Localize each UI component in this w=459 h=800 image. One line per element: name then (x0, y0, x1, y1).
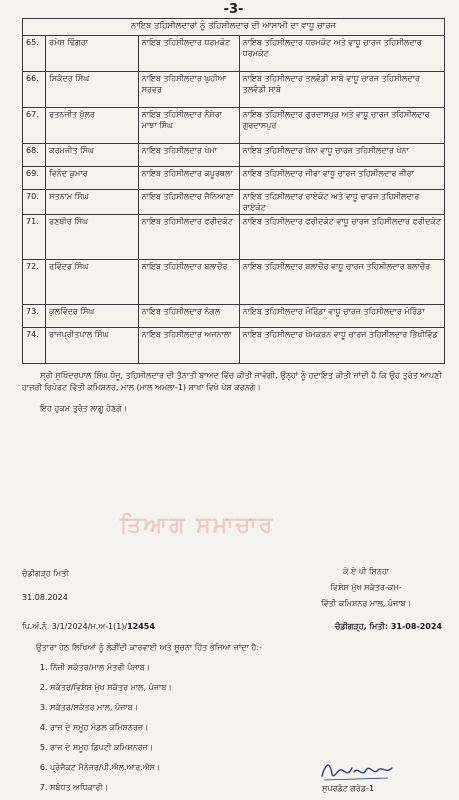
current-post: ਨਾਇਬ ਤਹਿਸੀਲਦਾਰ ਫਰੀਦਕੋਟ (138, 215, 239, 260)
table-body (23, 36, 445, 364)
officer-name: ਰਮੇਸ਼ ਢਿੰਗਰਾ (46, 36, 139, 72)
officer-name: ਰਤਨਜੀਤ ਖੁੱਲਰ (46, 108, 139, 144)
table-row (23, 328, 445, 364)
officer-name: ਸਤਨਾਮ ਸਿੰਘ (46, 190, 139, 215)
assigned-charge: ਨਾਇਬ ਤਹਿਸੀਲਦਾਰ ਧਰਮਕੋਟ ਅਤੇ ਵਾਧੂ ਚਾਰਜ ਤਹਿਸੀਲਦਾਰ ਧਰਮਕੋਟ (239, 36, 444, 72)
distribution-item: 4. ਰਾਜ ਦੇ ਸਮੂਹ ਮੰਡਲ ਕਮਿਸ਼ਨਰਜ਼। (50, 718, 172, 738)
current-post: ਨਾਇਬ ਤਹਿਸੀਲਦਾਰ ਘੁਹੀਆ ਸਰਵਰ (138, 72, 239, 108)
instruction-paragraph: ਸ੍ਰੀ ਸੁਖਿੰਦਰਪਾਲ ਸਿੰਘ ਧੰਜੂ, ਤਹਿਸੀਲਦਾਰ ਦੀ ਤੈਨਾਤੀ ਬਾਅਦ ਵਿੱਚ ਕੀਤੀ ਜਾਵੇਗੀ, ਉਨ੍ਹਾਂ ਨੂੰ ਹਦਾਇਤ ਕੀਤੀ ਜਾਂਦੀ ਹੈ ਕਿ ਉਹ ਤੁਰੰਤ ਆਪਣੀ ਹਾਜ਼ਰੀ ਰਿਪੋਰਟ ਵਿੱਤੀ ਕਮਿਸ਼ਨਰ, ਮਾਲ (ਮਾਲ ਅਮਲਾ-1) ਸ਼ਾਖਾ ਵਿਖੇ ਪੇਸ਼ ਕਰਨਗੇ। (22, 371, 442, 392)
copy-note: ਉਤਾਰਾ ਹੇਠ ਲਿਖਿਆਂ ਨੂੰ ਲੋੜੀਂਦੀ ਕਾਰਵਾਈ ਅਤੇ ਸੂਚਨਾ ਹਿੱਤ ਭੇਜਿਆ ਜਾਂਦਾ ਹੈ:- (36, 643, 262, 652)
row-number: 72. (23, 260, 46, 305)
table-title-row (23, 19, 445, 36)
row-number: 69. (23, 167, 46, 190)
assigned-charge: ਨਾਇਬ ਤਹਿਸੀਲਦਾਰ ਖੇਨਾ ਵਾਧੂ ਚਾਰਜ ਤਹਿਸੀਲਦਾਰ ਖੇਨਾ (239, 144, 444, 167)
row-number: 73. (23, 305, 46, 328)
table-row (23, 190, 445, 215)
handwritten-signature-icon (318, 758, 398, 784)
row-number: 67. (23, 108, 46, 144)
place-date-label: ਚੰਡੀਗੜ੍ਹ ਮਿਤੀ (22, 569, 69, 578)
table-row (23, 215, 445, 260)
reference-place-date: ਚੰਡੀਗੜ੍ਹ, ਮਿਤੀ: 31-08-2024 (334, 622, 442, 631)
distribution-item: 6. ਪ੍ਰੋਜੈਕਟ ਮੈਨੇਜਰ/ਪੀ.ਐਲ.ਆਰ.ਐਸ। (50, 758, 172, 778)
signatory-name: ਕੇ ਏ ਪੀ ਸਿਨਹਾ (342, 567, 390, 576)
assigned-charge: ਨਾਇਬ ਤਹਿਸੀਲਦਾਰ ਜੀਰਾ ਵਾਧੂ ਚਾਰਜ ਤਹਿਸੀਲਦਾਰ ਜੀਰਾ (239, 167, 444, 190)
row-number: 65. (23, 36, 46, 72)
current-post: ਨਾਇਬ ਤਹਿਸੀਲਦਾਰ ਬਲਾਚੌਰ (138, 260, 239, 305)
signatory-dept: ਵਿੱਤੀ ਕਮਿਸ਼ਨਰ ਮਾਲ, ਪੰਜਾਬ। (321, 599, 411, 608)
current-post: ਨਾਇਬ ਤਹਿਸੀਲਦਾਰ ਅਜਨਾਲਾ (138, 328, 239, 364)
distribution-item: 5. ਰਾਜ ਦੇ ਸਮੂਹ ਡਿਪਟੀ ਕਮਿਸ਼ਨਰਜ਼। (50, 738, 172, 758)
distribution-list (38, 658, 172, 798)
officer-name: ਰਵਿੰਦਰ ਸਿੰਘ (46, 260, 139, 305)
assigned-charge: ਨਾਇਬ ਤਹਿਸੀਲਦਾਰ ਰਾਏਕੋਟ ਅਤੇ ਵਾਧੂ ਚਾਰਜ ਤਹਿਸੀਲਦਾਰ ਰਾਏਕੋਟ (239, 190, 444, 215)
officer-name: ਕੁਲਵਿੰਦਰ ਸਿੰਘ (46, 305, 139, 328)
distribution-item: 3. ਸਕੱਤਰ/ਸਕੱਤਰ ਮਾਲ, ਪੰਜਾਬ। (50, 698, 172, 718)
table-row (23, 305, 445, 328)
officer-name: ਵਿਨੋਦ ਕੁਮਾਰ (46, 167, 139, 190)
order-effect-line: ਇਹ ਹੁਕਮ ਤੁਰੰਤ ਲਾਗੂ ਹੋਣਗੇ। (40, 404, 128, 413)
row-number: 70. (23, 190, 46, 215)
distribution-item: 2. ਸਕੱਤਰ/ਵਿਸ਼ੇਸ਼ ਮੁੱਖ ਸਕੱਤਰ ਮਾਲ, ਪੰਜਾਬ। (50, 678, 172, 698)
table-row (23, 144, 445, 167)
row-number: 66. (23, 72, 46, 108)
officer-name: ਸਿਕੰਦਰ ਸਿੰਘ (46, 72, 139, 108)
officer-name: ਰਣਬੀਰ ਸਿੰਘ (46, 215, 139, 260)
reference-number: 12454 (127, 622, 155, 631)
assigned-charge: ਨਾਇਬ ਤਹਿਸੀਲਦਾਰ ਖੇਮਕਰਨ ਵਾਧੂ ਚਾਰਜ ਤਹਿਸੀਲਦਾਰ ਭਿੱਖੀਵਿੰਡ (239, 328, 444, 364)
current-post: ਨਾਇਬ ਤਹਿਸੀਲਦਾਰ ਖੇਮਾ (138, 144, 239, 167)
signatory-title: ਵਿਸ਼ੇਸ਼ ਮੁੱਖ ਸਕੱਤਰ-ਕਮ- (330, 583, 402, 592)
table-row (23, 260, 445, 305)
table-title: ਨਾਇਬ ਤਹਿਸੀਲਦਾਰਾਂ ਨੂੰ ਤਹਿਸੀਲਦਾਰ ਦੀ ਆਸਾਮੀ ਦਾ ਵਾਧੂ ਚਾਰਜ (23, 19, 445, 36)
assigned-charge: ਨਾਇਬ ਤਹਿਸੀਲਦਾਰ ਬਲਾਚੌਰ ਵਾਧੂ ਚਾਰਜ ਤਹਿਸੀਲਦਾਰ ਬਲਾਚੌਰ (239, 260, 444, 305)
designation: ਸੁਪਰਡੰਟ ਗਰੇਡ-1 (322, 784, 375, 793)
table-row (23, 36, 445, 72)
row-number: 71. (23, 215, 46, 260)
reference-label: ਪਿ.ਅੰ.ਨੰ. 3/1/2024/ਮ.ਅ-1(1)/ (22, 622, 128, 631)
watermark-stamp: ਤਿਆਗ ਸਮਾਚਾਰ (120, 513, 275, 538)
current-post: ਨਾਇਬ ਤਹਿਸੀਲਦਾਰ ਨੌਸ਼ੇਰਾ ਮਾਝਾ ਸਿੰਘ (138, 108, 239, 144)
reference-line (22, 622, 442, 632)
current-post: ਨਾਇਬ ਤਹਿਸੀਲਦਾਰ ਨੰਗਲ (138, 305, 239, 328)
distribution-item: 1. ਨਿੱਜੀ ਸਕੱਤਰ/ਮਾਲ ਮੰਤਰੀ ਪੰਜਾਬ। (50, 658, 172, 678)
table-row (23, 167, 445, 190)
officer-name: ਰਾਜਪ੍ਰੀਤਪਾਲ ਸਿੰਘ (46, 328, 139, 364)
row-number: 74. (23, 328, 46, 364)
place-date-block (22, 568, 69, 604)
page-number: -3- (223, 2, 244, 17)
current-post: ਨਾਇਬ ਤਹਿਸੀਲਦਾਰ ਜੈਨਿਆਣਾ (138, 190, 239, 215)
assigned-charge: ਨਾਇਬ ਤਹਿਸੀਲਦਾਰ ਤਲਵੰਡੀ ਸਾਬੋ ਵਾਧੂ ਚਾਰਜ ਤਹਿਸੀਲਦਾਰ ਤਲਵੰਡੀ ਸਾਬੋ (239, 72, 444, 108)
table-row (23, 108, 445, 144)
row-number: 68. (23, 144, 46, 167)
assigned-charge: ਨਾਇਬ ਤਹਿਸੀਲਦਾਰ ਗੁਰਦਾਸਪੁਰ ਅਤੇ ਵਾਧੂ ਚਾਰਜ ਤਹਿਸੀਲਦਾਰ ਗੁਰਦਾਸਪੁਰ (239, 108, 444, 144)
distribution-item: 7. ਸਬੰਧਤ ਅਧਿਕਾਰੀ। (50, 778, 172, 798)
current-post: ਨਾਇਬ ਤਹਿਸੀਲਦਾਰ ਕਪੂਰਥਲਾ (138, 167, 239, 190)
table-row (23, 72, 445, 108)
assigned-charge: ਨਾਇਬ ਤਹਿਸੀਲਦਾਰ ਮੋਰਿੰਡਾ ਵਾਧੂ ਚਾਰਜ ਤਹਿਸੀਲਦਾਰ ਮੋਰਿੰਡਾ (239, 305, 444, 328)
charge-table (22, 18, 445, 364)
signatory-block (296, 566, 436, 610)
officer-name: ਕਰਮਜੀਤ ਸਿੰਘ (46, 144, 139, 167)
issue-date: 31.08.2024 (22, 593, 68, 602)
assigned-charge: ਨਾਇਬ ਤਹਿਸੀਲਦਾਰ ਫਰੀਦਕੋਟ ਵਾਧੂ ਚਾਰਜ ਤਹਿਸੀਲਦਾਰ ਫਰੀਦਕੋਟ (239, 215, 444, 260)
current-post: ਨਾਇਬ ਤਹਿਸੀਲਦਾਰ ਧਰਮਕੋਟ (138, 36, 239, 72)
